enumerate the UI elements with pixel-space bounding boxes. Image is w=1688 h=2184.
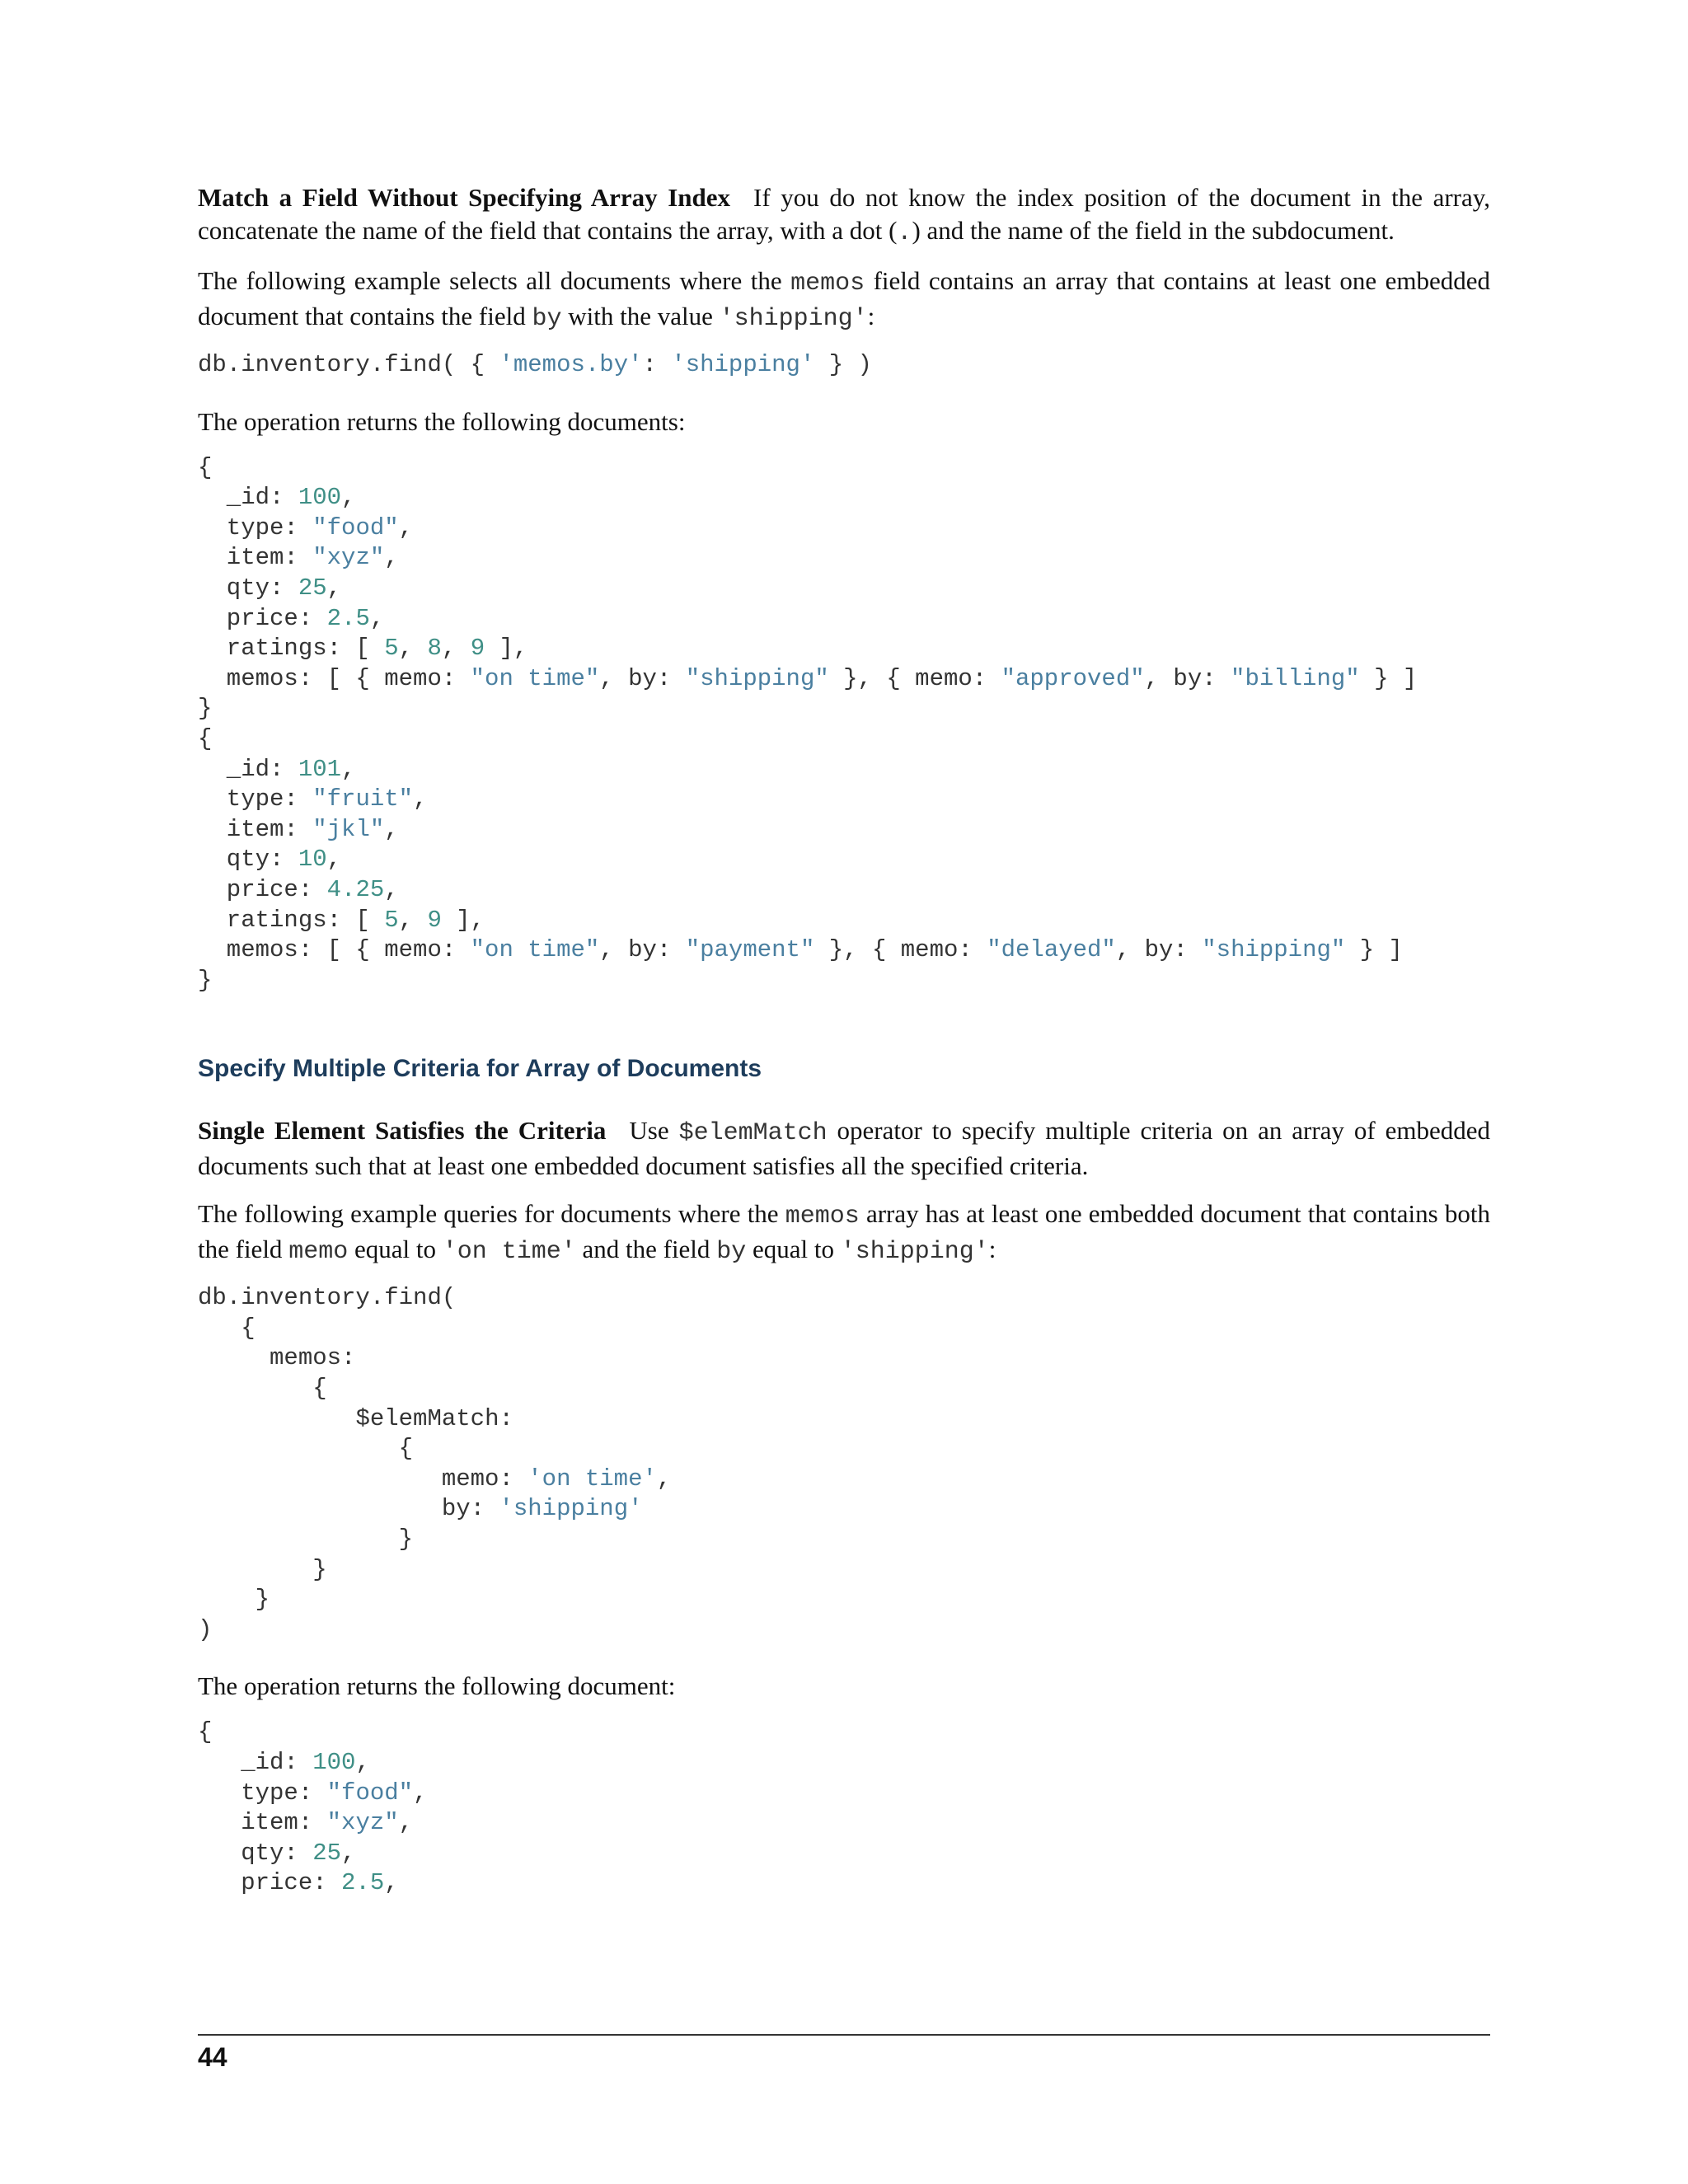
paragraph-match-field-intro: Match a Field Without Specifying Array Index If you do not know the index position of the document in the array, concatenate the name of the field that contains the array, with a dot (.) and the name of the field in the subdocument. (198, 183, 1490, 247)
page-number: 44 (198, 2042, 227, 2072)
runin-heading-single-element: Single Element Satisfies the Criteria (198, 1116, 607, 1146)
code-block-result-documents: { _id: 100, type: "food", item: "xyz", qty: 25, price: 2.5, ratings: [ 5, 8, 9 ], memos: [ { memo: "on time", by: "shipping" }, { memo: "approved", by: "billing" } ] } { _id: 101, type: "fruit", item: "jkl", qty: 10, price: 4.25, ratings: [ 5, 9 ], memos: [ { memo: "on time", by: "payment" }, { memo: "delayed", by: "shipping" } ] } (198, 453, 1418, 994)
section-heading-multiple-criteria: Specify Multiple Criteria for Array of Documents (198, 1055, 762, 1083)
code-block-result-document: { _id: 100, type: "food", item: "xyz", qty: 25, price: 2.5, (198, 1718, 428, 1897)
paragraph-result-intro-single: The operation returns the following document: (198, 1671, 676, 1701)
paragraph-result-intro: The operation returns the following documents: (198, 406, 686, 436)
runin-heading-match-field: Match a Field Without Specifying Array Index (198, 183, 731, 212)
footer-rule (198, 2034, 1490, 2036)
paragraph-single-element-intro: Single Element Satisfies the Criteria Use $elemMatch operator to specify multiple criteria on an array of embedded documents such that at least one embedded document satisfies all the specified criteria. (198, 1116, 1490, 1181)
page-content (198, 181, 1490, 1924)
code-block-query-memos-by: db.inventory.find( { 'memos.by': 'shipping' } ) (198, 351, 872, 378)
code-block-elemmatch-query: db.inventory.find( { memos: { $elemMatch: { memo: 'on time', by: 'shipping' } } } ) (198, 1284, 672, 1643)
paragraph-elemmatch-example: The following example queries for documents where the memos array has at least one embedded document that contains both the field memo equal to 'on time' and the field by equal to 'shipping': (198, 1199, 1491, 1267)
paragraph-example-description: The following example selects all documents where the memos field contains an array that contains at least one embedded document that contains the field by with the value 'shipping': (198, 266, 1490, 333)
